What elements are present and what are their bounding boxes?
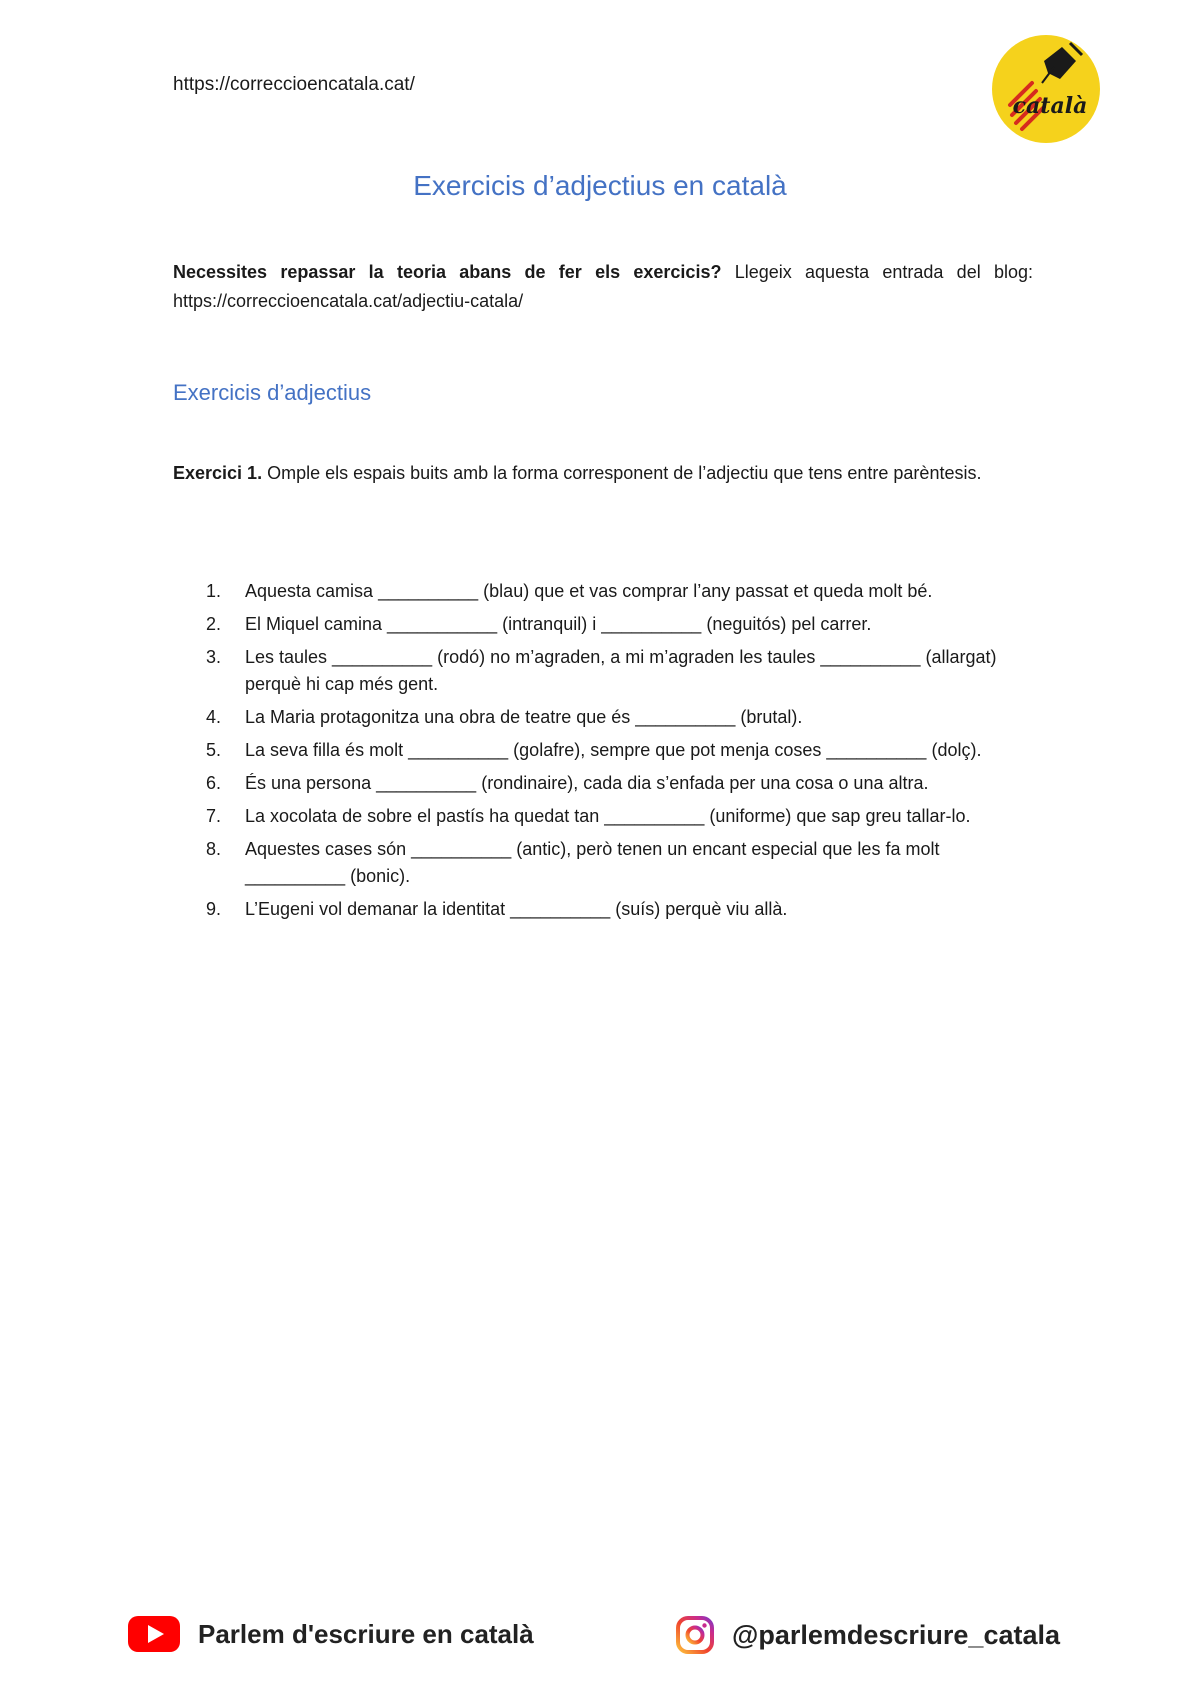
youtube-channel-label: Parlem d'escriure en català: [198, 1618, 534, 1649]
item-text: Aquesta camisa __________ (blau) que et vas comprar l’any passat et queda molt bé.: [245, 581, 933, 601]
item-text: L’Eugeni vol demanar la identitat __________ (suís) perquè viu allà.: [245, 899, 788, 919]
item-number: 2.: [206, 614, 222, 634]
item-number: 5.: [206, 740, 222, 760]
list-item: [173, 578, 1033, 605]
item-number: 6.: [206, 773, 222, 793]
item-number: 4.: [206, 707, 222, 727]
item-number: 3.: [206, 647, 222, 667]
intro-question: Necessites repassar la teoria abans de fer els exercicis?: [173, 262, 722, 282]
exercise-instruction-text: Omple els espais buits amb la forma corresponent de l’adjectiu que tens entre parèntesis.: [262, 463, 982, 483]
item-text: El Miquel camina ___________ (intranquil) i __________ (neguitós) pel carrer.: [245, 614, 872, 634]
item-number: 8.: [206, 839, 222, 859]
list-item: [173, 644, 1033, 698]
list-item: [173, 803, 1033, 830]
exercise-list: [173, 578, 1033, 929]
exercise-label: Exercici 1.: [173, 463, 263, 483]
youtube-channel-link[interactable]: [128, 1616, 534, 1652]
item-number: 1.: [206, 581, 222, 601]
list-item: [173, 611, 1033, 638]
item-text: Les taules __________ (rodó) no m’agraden, a mi m’agraden les taules __________ (allargat) perquè hi cap més gent.: [245, 647, 997, 694]
item-text: És una persona __________ (rondinaire), cada dia s’enfada per una cosa o una altra.: [245, 773, 929, 793]
youtube-icon: [128, 1616, 180, 1652]
item-text: La seva filla és molt __________ (golafre), sempre que pot menja coses __________ (dolç).: [245, 740, 982, 760]
exercise-instruction: [173, 458, 1033, 489]
list-item: [173, 770, 1033, 797]
list-item: [173, 737, 1033, 764]
section-heading: Exercicis d’adjectius: [173, 380, 372, 405]
intro-paragraph: [173, 258, 1033, 316]
list-item: [173, 896, 1033, 923]
logo-text: català: [1012, 93, 1088, 119]
instagram-account-link[interactable]: [676, 1616, 1060, 1654]
intro-text: Llegeix aquesta entrada del blog: https://correccioencatala.cat/adjectiu-catala/: [173, 262, 1034, 311]
instagram-account-label: @parlemdescriure_catala: [732, 1619, 1061, 1650]
list-item: [173, 836, 1033, 890]
document-title: Exercicis d’adjectius en català: [413, 170, 787, 201]
item-number: 9.: [206, 899, 222, 919]
catala-logo: [990, 33, 1102, 145]
header-url[interactable]: https://correccioencatala.cat/: [173, 74, 415, 95]
item-text: Aquestes cases són __________ (antic), però tenen un encant especial que les fa molt __________ (bonic).: [245, 839, 940, 886]
item-text: La Maria protagonitza una obra de teatre que és __________ (brutal).: [245, 707, 803, 727]
item-number: 7.: [206, 806, 222, 826]
list-item: [173, 704, 1033, 731]
instagram-icon: [676, 1616, 714, 1654]
item-text: La xocolata de sobre el pastís ha quedat tan __________ (uniforme) que sap greu tallar-lo.: [245, 806, 971, 826]
